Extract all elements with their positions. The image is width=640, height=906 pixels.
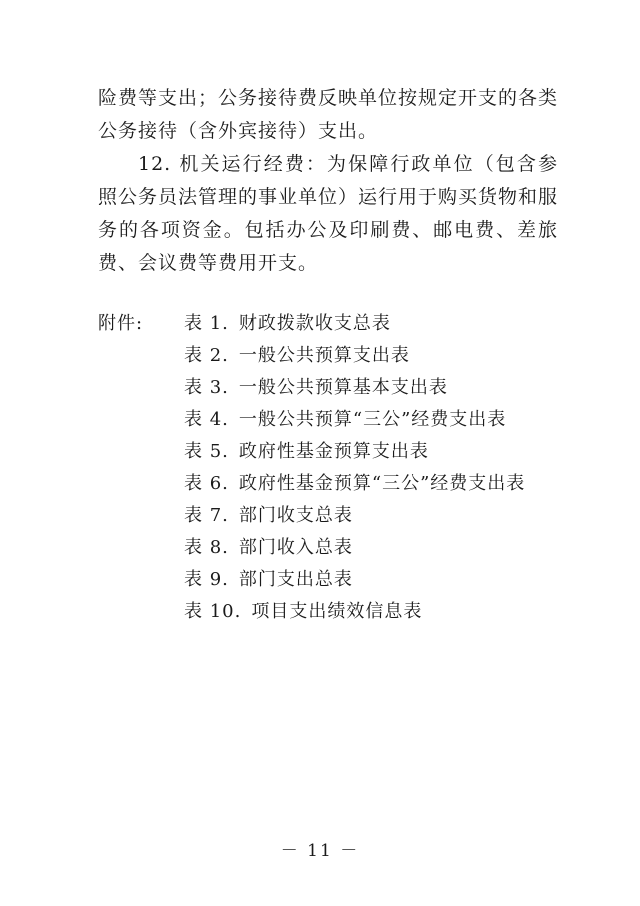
- page-number: － 11 －: [280, 841, 360, 861]
- attachment-title: 部门收入总表: [238, 537, 353, 558]
- attachment-item: [184, 500, 525, 532]
- attachment-item: [184, 372, 525, 404]
- attachment-number: 表 5.: [184, 441, 229, 462]
- attachment-number: 表 8.: [184, 537, 229, 558]
- attachment-title: 项目支出绩效信息表: [251, 601, 423, 622]
- attachment-item: [184, 436, 525, 468]
- attachment-item: [184, 308, 525, 340]
- attachment-title: 部门支出总表: [238, 569, 353, 590]
- paragraph-operating-expenses: 12. 机关运行经费：为保障行政单位（包含参照公务员法管理的事业单位）运行用于购买货物和服务的各项资金。包括办公及印刷费、邮电费、差旅费、会议费等费用开支。: [98, 153, 559, 274]
- attachment-item: [184, 596, 525, 628]
- attachment-title: 政府性基金预算“三公”经费支出表: [238, 473, 526, 494]
- attachment-item: [184, 532, 525, 564]
- attachment-item: [184, 468, 525, 500]
- attachment-item: [184, 564, 525, 596]
- attachments-label: 附件:: [98, 313, 144, 334]
- body-text: [98, 82, 558, 280]
- attachment-item: [184, 340, 525, 372]
- attachment-number: 表 6.: [184, 473, 229, 494]
- attachment-number: 表 3.: [184, 377, 229, 398]
- attachment-item: [184, 404, 525, 436]
- attachment-number: 表 2.: [184, 345, 229, 366]
- attachment-number: 表 10.: [184, 601, 242, 622]
- attachment-title: 一般公共预算“三公”经费支出表: [238, 409, 507, 430]
- attachment-title: 财政拨款收支总表: [238, 313, 391, 334]
- attachment-title: 一般公共预算支出表: [238, 345, 410, 366]
- attachment-title: 政府性基金预算支出表: [238, 441, 429, 462]
- attachment-title: 部门收支总表: [238, 505, 353, 526]
- attachment-number: 表 4.: [184, 409, 229, 430]
- attachment-number: 表 7.: [184, 505, 229, 526]
- attachment-title: 一般公共预算基本支出表: [238, 377, 448, 398]
- attachments-list: [184, 308, 525, 628]
- attachment-number: 表 9.: [184, 569, 229, 590]
- paragraph-continued: 险费等支出；公务接待费反映单位按规定开支的各类公务接待（含外宾接待）支出。: [98, 87, 559, 142]
- attachment-number: 表 1.: [184, 313, 229, 334]
